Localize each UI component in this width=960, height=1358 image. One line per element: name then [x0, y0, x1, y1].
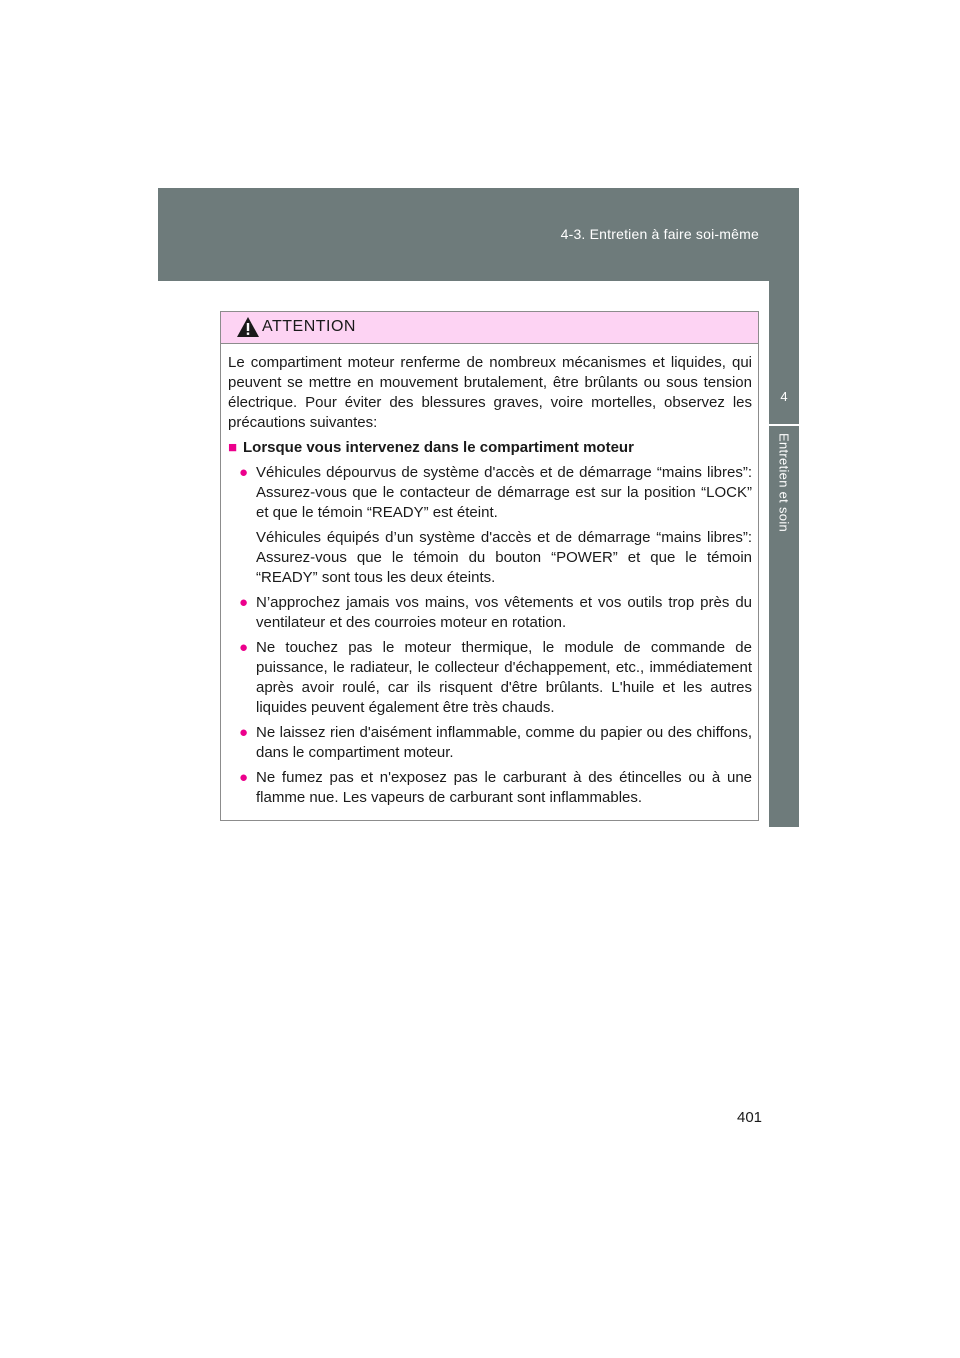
list-item: [239, 593, 752, 633]
caution-subheading-row: [228, 438, 752, 458]
circle-bullet-icon: ●: [239, 464, 249, 481]
list-item: [239, 638, 752, 718]
list-item-text: Ne touchez pas le moteur thermique, le module de commande de puissance, le radiateur, le collecteur d'échappement, etc., immédiatement après avoir roulé, car ils risquent d'être brûlants. L'huile et les autres liquides peuvent également être très chauds.: [256, 639, 752, 716]
square-bullet-icon: ■: [228, 439, 238, 456]
caution-box: [220, 311, 759, 821]
circle-bullet-icon: ●: [239, 594, 249, 611]
list-item: [239, 768, 752, 808]
circle-bullet-icon: ●: [239, 639, 249, 656]
list-item-text: Véhicules équipés d’un système d'accès et de démarrage “mains libres”: Assurez-vous que le témoin du bouton “POWER” et que le témoin “READY” sont tous les deux éteints.: [256, 529, 752, 586]
page-number: 401: [737, 1109, 763, 1126]
chapter-label: Entretien et soin: [776, 433, 792, 533]
section-title: 4-3. Entretien à faire soi-même: [560, 226, 759, 242]
caution-subheading: Lorsque vous intervenez dans le compartiment moteur: [243, 439, 634, 456]
tab-divider: [769, 424, 799, 426]
caution-header: [221, 312, 758, 344]
list-item-text: Ne laissez rien d'aisément inflammable, comme du papier ou des chiffons, dans le compartiment moteur.: [256, 724, 752, 761]
circle-bullet-icon: ●: [239, 724, 249, 741]
caution-title: ATTENTION: [262, 318, 356, 335]
caution-intro: Le compartiment moteur renferme de nombreux mécanismes et liquides, qui peuvent se mettre en mouvement brutalement, être brûlants ou sous tension électrique. Pour éviter des blessures graves, voire mortelles, observez les précautions suivantes:: [228, 354, 752, 431]
list-item-text: Véhicules dépourvus de système d'accès et de démarrage “mains libres”: Assurez-vous que le contacteur de démarrage est sur la position “LOCK” et que le témoin “READY” est éteint.: [256, 464, 752, 521]
circle-bullet-icon: ●: [239, 769, 249, 786]
list-item: [239, 463, 752, 588]
list-item-text: N’approchez jamais vos mains, vos vêtements et vos outils trop près du ventilateur et des courroies moteur en rotation.: [256, 594, 752, 631]
chapter-label-wrap: [769, 433, 799, 827]
chapter-number: 4: [780, 389, 788, 404]
chapter-side-tab[interactable]: [769, 281, 799, 827]
header-band: [158, 188, 799, 281]
list-item: [239, 723, 752, 763]
list-item-text: Ne fumez pas et n'exposez pas le carburant à des étincelles ou à une flamme nue. Les vapeurs de carburant sont inflammables.: [256, 769, 752, 806]
warning-triangle-icon: [236, 316, 260, 338]
caution-body: [221, 344, 758, 808]
